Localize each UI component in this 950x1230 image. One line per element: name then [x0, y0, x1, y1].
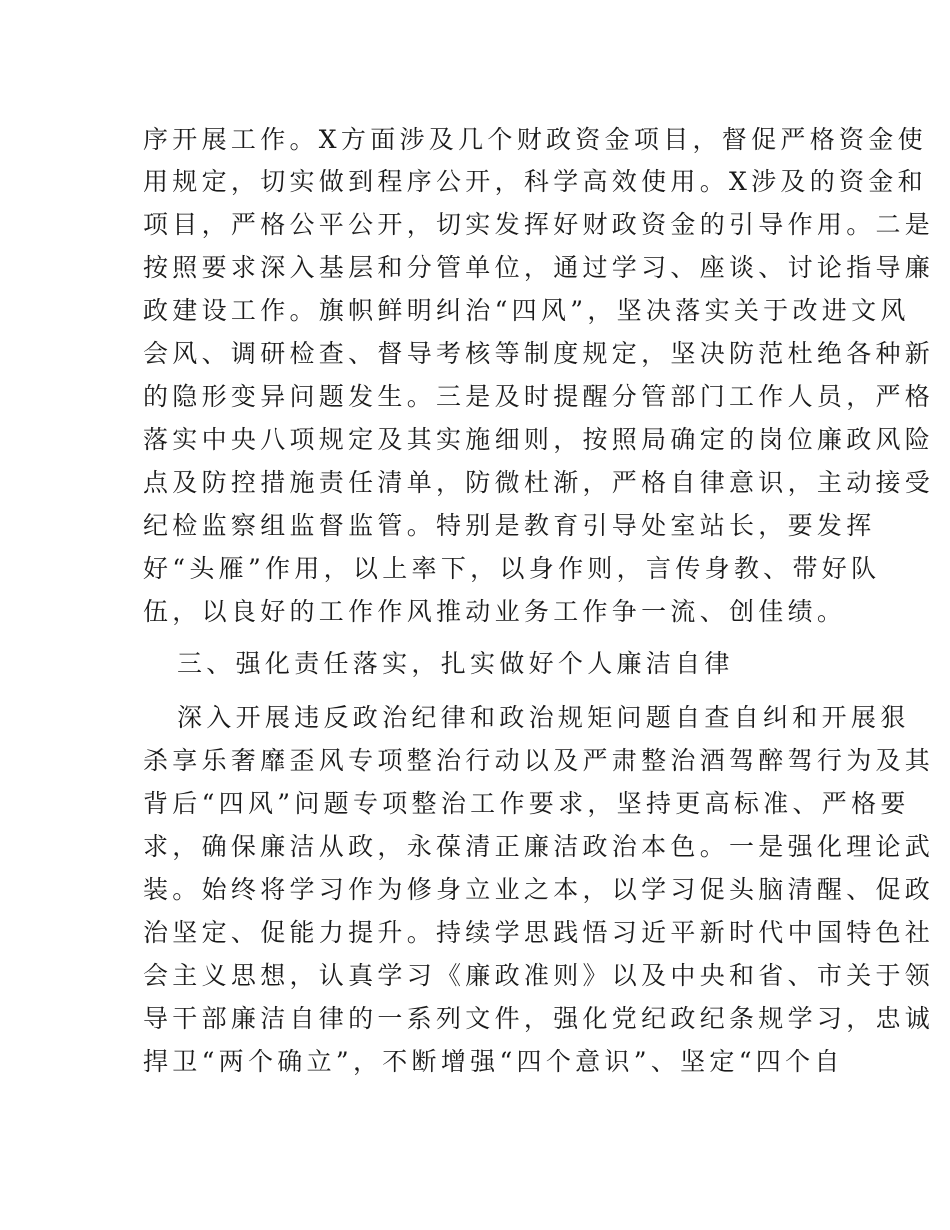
paragraph-line: 序开展工作。X方面涉及几个财政资金项目，督促严格资金使 — [143, 125, 927, 154]
paragraph-line: 用规定，切实做到程序公开，科学高效使用。X涉及的资金和 — [143, 167, 927, 196]
paragraph-line: 会主义思想，认真学习《廉政准则》以及中央和省、市关于领 — [143, 961, 935, 990]
paragraph-line: 求，确保廉洁从政，永葆清正廉洁政治本色。一是强化理论武 — [143, 832, 935, 861]
paragraph-line: 纪检监察组监督监管。特别是教育引导处室站长，要发挥 — [143, 511, 876, 540]
section-heading: 三、强化责任落实，扎实做好个人廉洁自律 — [177, 649, 734, 678]
paragraph-line: 装。始终将学习作为修身立业之本，以学习促头脑清醒、促政 — [143, 875, 935, 904]
paragraph-line: 政建设工作。旗帜鲜明纠治“四风”，坚决落实关于改进文风 — [143, 296, 910, 325]
paragraph-line: 落实中央八项规定及其实施细则，按照局确定的岗位廉政风险 — [143, 425, 935, 454]
paragraph-line: 伍，以良好的工作作风推动业务工作争一流、创佳绩。 — [143, 597, 847, 626]
paragraph-line: 的隐形变异问题发生。三是及时提醒分管部门工作人员，严格 — [143, 382, 935, 411]
paragraph-line: 导干部廉洁自律的一系列文件，强化党纪政纪条规学习，忠诚 — [143, 1004, 935, 1033]
paragraph-line: 捍卫“两个确立”，不断增强“四个意识”、坚定“四个自 — [143, 1047, 844, 1076]
paragraph-line: 治坚定、促能力提升。持续学思践悟习近平新时代中国特色社 — [143, 918, 935, 947]
paragraph-line: 项目，严格公平公开，切实发挥好财政资金的引导作用。二是 — [143, 210, 935, 239]
paragraph-line: 按照要求深入基层和分管单位，通过学习、座谈、讨论指导廉 — [143, 253, 935, 282]
paragraph-line: 会风、调研检查、督导考核等制度规定，坚决防范杜绝各种新 — [143, 339, 935, 368]
paragraph-line: 背后“四风”问题专项整治工作要求，坚持更高标准、严格要 — [143, 789, 910, 818]
paragraph-line: 好“头雁”作用，以上率下，以身作则，言传身教、带好队 — [143, 554, 881, 583]
paragraph-line: 深入开展违反政治纪律和政治规矩问题自查自纠和开展狠 — [177, 703, 910, 732]
paragraph-line: 点及防控措施责任清单，防微杜渐，严格自律意识，主动接受 — [143, 468, 935, 497]
paragraph-line: 杀享乐奢靡歪风专项整治行动以及严肃整治酒驾醉驾行为及其 — [143, 746, 935, 775]
